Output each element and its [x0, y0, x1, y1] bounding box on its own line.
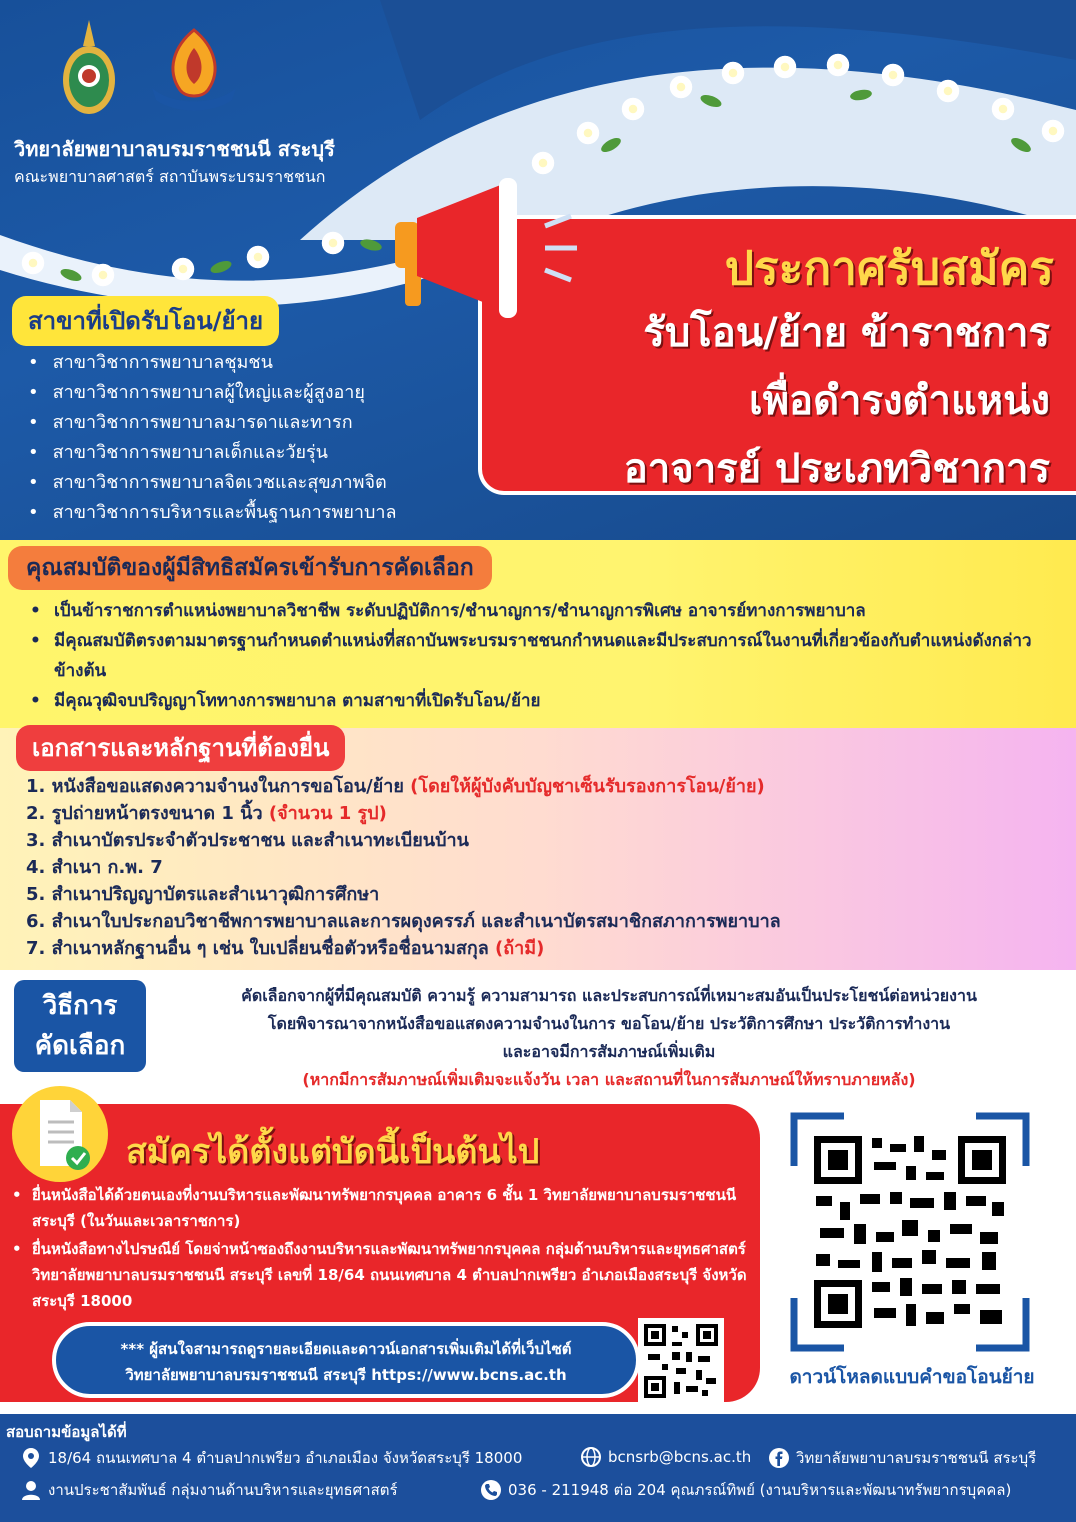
footer-facebook[interactable]	[768, 1446, 1036, 1470]
document-text: 2. รูปถ่ายหน้าตรงขนาด 1 นิ้ว	[26, 803, 263, 824]
footer-address	[20, 1446, 522, 1470]
qualification-item: • เป็นข้าราชการตำแหน่งพยาบาลวิชาชีพ ระดับปฏิบัติการ/ชำนาญการ/ชำนาญการพิเศษ อาจารย์ทางการพยาบาล	[30, 596, 1060, 626]
document-check-icon	[12, 1086, 108, 1182]
college-name: วิทยาลัยพยาบาลบรมราชชนนี สระบุรี	[14, 137, 335, 161]
branches-list	[28, 348, 397, 528]
college-crest-icon	[58, 18, 120, 118]
document-item	[26, 800, 781, 827]
footer-email[interactable]	[580, 1446, 751, 1468]
college-subtitle: คณะพยาบาลศาสตร์ สถาบันพระบรมราชชนก	[14, 167, 326, 186]
announcement-line-1: รับโอน/ย้าย ข้าราชการ	[643, 310, 1050, 356]
document-item	[26, 908, 781, 935]
branches-heading: สาขาที่เปิดรับโอน/ย้าย	[12, 296, 279, 346]
facebook-text[interactable]: วิทยาลัยพยาบาลบรมราชชนนี สระบุรี	[796, 1449, 1037, 1467]
department-text: งานประชาสัมพันธ์ กลุ่มงานด้านบริหารและยุทธศาสตร์	[48, 1481, 398, 1499]
selection-label	[14, 980, 146, 1072]
document-text: 7. สำเนาหลักฐานอื่น ๆ เช่น ใบเปลี่ยนชื่อตัวหรือชื่อนามสกุล	[26, 938, 489, 959]
qualification-item: • มีคุณสมบัติตรงตามมาตรฐานกำหนดตำแหน่งที่สถาบันพระบรมราชชนกกำหนดและมีประสบการณ์ในงานที่เกี่ยวข้องกับตำแหน่งดังกล่าวข้างต้น	[30, 626, 1060, 686]
address-text: 18/64 ถนนเทศบาล 4 ตำบลปากเพรียว อำเภอเมือง จังหวัดสระบุรี 18000	[48, 1449, 523, 1467]
person-icon	[20, 1479, 42, 1501]
apply-item: • ยื่นหนังสือทางไปรษณีย์ โดยจ่าหน้าซองถึงงานบริหารและพัฒนาทรัพยากรบุคคล กลุ่มด้านบริหารและยุทธศาสตร์ วิทยาลัยพยาบาลบรมราชชนนี สระบุรี เลขที่ 18/64 ถนนเทศบาล 4 ตำบลปากเพรียว อำเภอเมืองสระบุรี จังหวัดสระบุรี 18000	[10, 1236, 755, 1314]
document-item	[26, 881, 781, 908]
selection-label-line-1: วิธีการ	[42, 991, 118, 1021]
website-link[interactable]: วิทยาลัยพยาบาลบรมราชชนนี สระบุรี https://www.bcns.ac.th	[125, 1366, 567, 1384]
documents-list	[26, 773, 781, 962]
footer-department	[20, 1478, 398, 1502]
email-text[interactable]: bcnsrb@bcns.ac.th	[608, 1448, 752, 1466]
selection-label-line-2: คัดเลือก	[34, 1031, 126, 1061]
website-qr-code[interactable]	[638, 1318, 724, 1404]
location-pin-icon	[20, 1447, 42, 1469]
apply-list	[10, 1182, 755, 1316]
documents-heading: เอกสารและหลักฐานที่ต้องยื่น	[16, 725, 345, 771]
document-text: 5. สำเนาปริญญาบัตรและสำเนาวุฒิการศึกษา	[26, 884, 380, 905]
phone-text[interactable]: 036 - 211948 ต่อ 204 คุณภรณ์ทิพย์ (งานบริหารและพัฒนาทรัพยากรบุคคล)	[508, 1481, 1012, 1499]
selection-line-3: และอาจมีการสัมภาษณ์เพิ่มเติม	[502, 1042, 716, 1061]
footer-phone[interactable]	[480, 1478, 1011, 1502]
transfer-form-qr-code[interactable]	[810, 1132, 1010, 1332]
announcement-line-3: อาจารย์ ประเภทวิชาการ	[623, 446, 1050, 492]
announcement-title: ประกาศรับสมัคร	[724, 241, 1054, 295]
document-note: (ถ้ามี)	[495, 938, 545, 959]
selection-line-2: โดยพิจารณาจากหนังสือขอแสดงความจำนงในการ ขอโอน/ย้าย ประวัติการศึกษา ประวัติการทำงาน	[267, 1014, 951, 1033]
footer-title: สอบถามข้อมูลได้ที่	[6, 1423, 127, 1441]
selection-line-1: คัดเลือกจากผู้ที่มีคุณสมบัติ ความรู้ ความสามารถ และประสบการณ์ที่เหมาะสมอันเป็นประโยชน์ต่อหน่วยงาน	[241, 986, 977, 1005]
document-item	[26, 773, 781, 800]
qualification-item: • มีคุณวุฒิจบปริญญาโททางการพยาบาล ตามสาขาที่เปิดรับโอน/ย้าย	[30, 686, 1060, 716]
qualifications-list	[30, 596, 1060, 716]
branch-item: • สาขาวิชาการบริหารและพื้นฐานการพยาบาล	[28, 498, 397, 528]
megaphone-icon	[395, 178, 595, 318]
branch-item: • สาขาวิชาการพยาบาลจิตเวชและสุขภาพจิต	[28, 468, 397, 498]
phone-icon	[480, 1479, 502, 1501]
website-info	[52, 1322, 640, 1398]
facebook-icon	[768, 1447, 790, 1469]
qr-caption: ดาวน์โหลดแบบคำขอโอนย้าย	[789, 1366, 1035, 1388]
document-item	[26, 854, 781, 881]
selection-note: (หากมีการสัมภาษณ์เพิ่มเติมจะแจ้งวัน เวลา และสถานที่ในการสัมภาษณ์ให้ทราบภายหลัง)	[302, 1070, 916, 1089]
qualifications-heading: คุณสมบัติของผู้มีสิทธิสมัครเข้ารับการคัดเลือก	[8, 546, 492, 590]
branch-item: • สาขาวิชาการพยาบาลเด็กและวัยรุ่น	[28, 438, 397, 468]
document-text: 3. สำเนาบัตรประจำตัวประชาชน และสำเนาทะเบียนบ้าน	[26, 830, 469, 851]
document-item	[26, 935, 781, 962]
document-text: 6. สำเนาใบประกอบวิชาชีพการพยาบาลและการผดุงครรภ์ และสำเนาบัตรสมาชิกสภาการพยาบาล	[26, 911, 781, 932]
announcement-line-2: เพื่อดำรงตำแหน่ง	[749, 378, 1050, 424]
apply-title: สมัครได้ตั้งแต่บัดนี้เป็นต้นไป	[126, 1132, 540, 1172]
document-text: 1. หนังสือขอแสดงความจำนงในการขอโอน/ย้าย	[26, 776, 404, 797]
document-note: (โดยให้ผู้บังคับบัญชาเซ็นรับรองการโอน/ย้าย)	[410, 776, 765, 797]
branch-item: • สาขาวิชาการพยาบาลมารดาและทารก	[28, 408, 397, 438]
apply-item: • ยื่นหนังสือได้ด้วยตนเองที่งานบริหารและพัฒนาทรัพยากรบุคคล อาคาร 6 ชั้น 1 วิทยาลัยพยาบาลบรมราชชนนี สระบุรี (ในวันและเวลาราชการ)	[10, 1182, 755, 1234]
institute-flame-logo-icon	[142, 26, 246, 118]
branch-item: • สาขาวิชาการพยาบาลผู้ใหญ่และผู้สูงอายุ	[28, 378, 397, 408]
selection-text	[156, 982, 1062, 1094]
logos	[58, 18, 246, 118]
globe-icon	[580, 1446, 602, 1468]
document-item	[26, 827, 781, 854]
document-note: (จำนวน 1 รูป)	[268, 803, 387, 824]
document-text: 4. สำเนา ก.พ. 7	[26, 857, 163, 878]
branch-item: • สาขาวิชาการพยาบาลชุมชน	[28, 348, 397, 378]
website-line-1: *** ผู้สนใจสามารถดูรายละเอียดและดาวน์เอกสารเพิ่มเติมได้ที่เว็บไซต์	[120, 1340, 572, 1358]
